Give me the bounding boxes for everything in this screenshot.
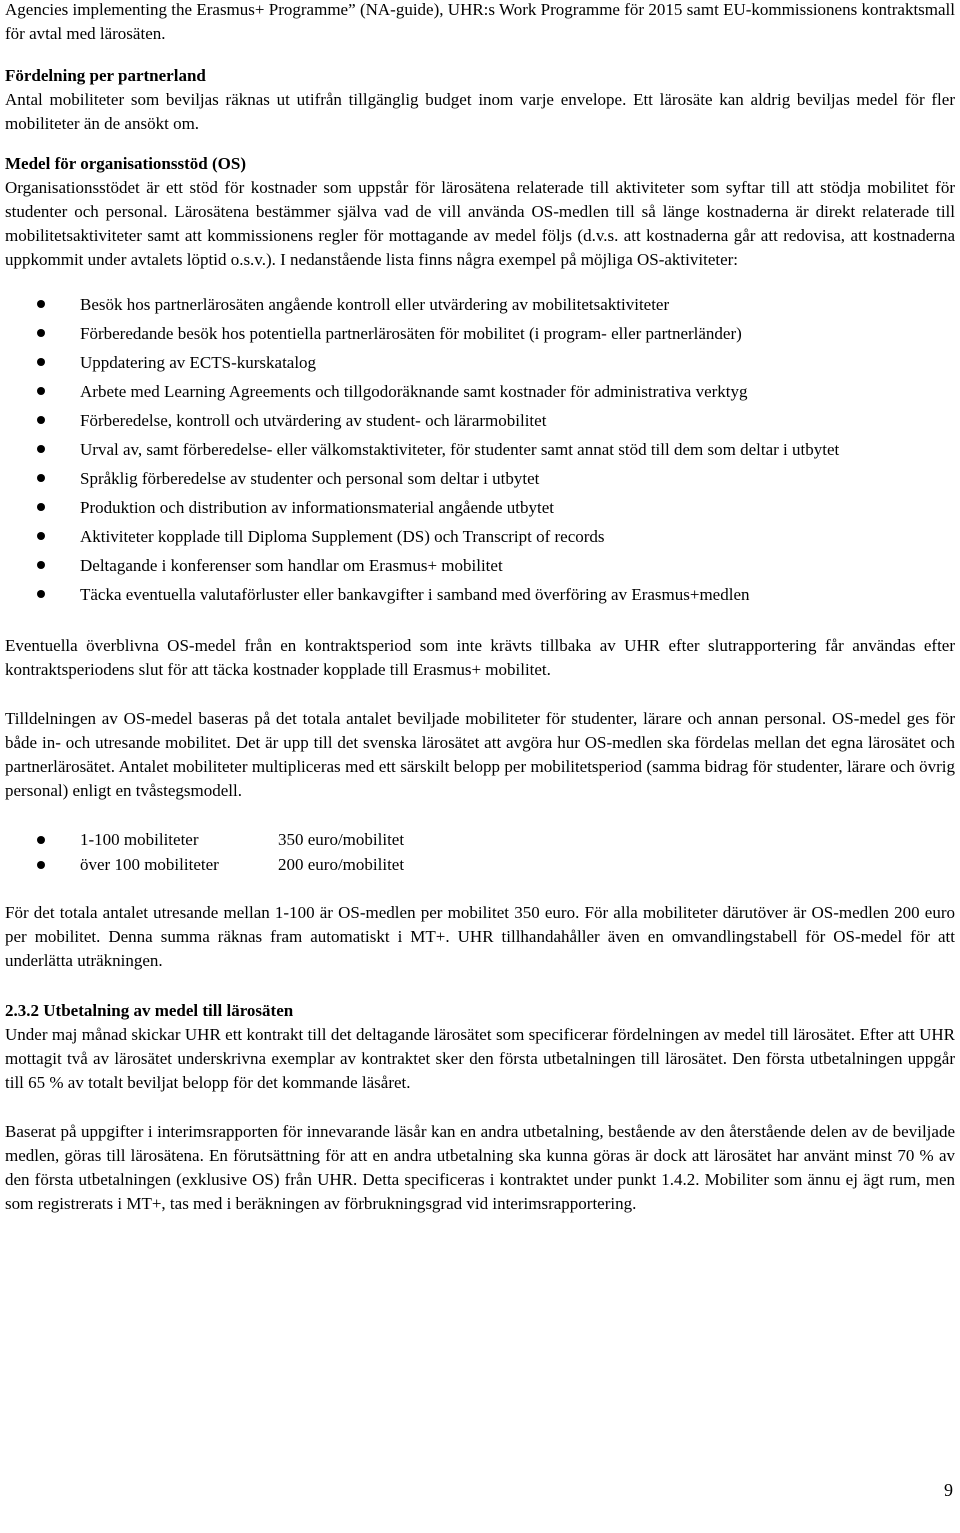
list-item: Uppdatering av ECTS-kurskatalog (5, 348, 955, 377)
list-item: Förberedande besök hos potentiella partnerlärosäten för mobilitet (i program- eller partnerländer) (5, 319, 955, 348)
page-number: 9 (944, 1480, 953, 1500)
intro-paragraph: Agencies implementing the Erasmus+ Programme” (NA-guide), UHR:s Work Programme för 2015 samt EU-kommissionens kontraktsmall för avtal med lärosäten. (5, 0, 955, 43)
bullet-icon (37, 300, 45, 308)
rate-list (5, 827, 955, 877)
fordelning-paragraph: Antal mobiliteter som beviljas räknas ut utifrån tillgänglig budget inom varje envelope. Ett lärosäte kan aldrig beviljas medel för fler mobiliteter än de ansökt om. (5, 90, 955, 133)
list-item: Språklig förberedelse av studenter och personal som deltar i utbytet (5, 464, 955, 493)
bullet-icon (37, 474, 45, 482)
heading-fordelning: Fördelning per partnerland (5, 66, 206, 85)
list-item: Täcka eventuella valutaförluster eller bankavgifter i samband med överföring av Erasmus+medlen (5, 580, 955, 609)
bullet-icon (37, 358, 45, 366)
bullet-icon (37, 590, 45, 598)
heading-organisationsstod: Medel för organisationsstöd (OS) (5, 154, 246, 173)
bullet-icon (37, 532, 45, 540)
list-item: Arbete med Learning Agreements och tillgodoräknande samt kostnader för administrativa verktyg (5, 377, 955, 406)
list-item: Deltagande i konferenser som handlar om Erasmus+ mobilitet (5, 551, 955, 580)
rate-label: över 100 mobiliteter (80, 855, 219, 874)
bullet-icon (37, 445, 45, 453)
list-item: Produktion och distribution av informationsmaterial angående utbytet (5, 493, 955, 522)
heading-utbetalning: 2.3.2 Utbetalning av medel till lärosäten (5, 1001, 294, 1020)
bullet-icon (37, 329, 45, 337)
list-item: Förberedelse, kontroll och utvärdering av student- och lärarmobilitet (5, 406, 955, 435)
bullet-icon (37, 861, 45, 869)
rate-label: 1-100 mobiliteter (80, 830, 199, 849)
bullet-icon (37, 561, 45, 569)
allocation-paragraph: Tilldelningen av OS-medel baseras på det totala antalet beviljade mobiliteter för studenter, lärare och annan personal. OS-medel ges för både in- och utresande mobilitet. Det är upp till det svenska lärosätet att avgöra hur OS-medlen ska fördelas mellan det egna lärosätet och partnerlärosätet. Antalet mobiliteter multipliceras med ett särskilt belopp per mobilitetsperiod (samma bidrag för studenter, lärare och övrig personal) enligt en tvåstegsmodell. (5, 709, 955, 800)
bullet-icon (37, 503, 45, 511)
bullet-icon (37, 387, 45, 395)
list-item: Besök hos partnerlärosäten angående kontroll eller utvärdering av mobilitetsaktiviteter (5, 290, 955, 319)
rate-row (5, 827, 955, 852)
rates-paragraph: För det totala antalet utresande mellan 1-100 är OS-medlen per mobilitet 350 euro. För alla mobiliteter därutöver är OS-medlen 200 euro per mobilitet. Denna summa räknas fram automatiskt i MT+. UHR tillhandahåller även en omvandlingstabell för OS-medel för att underlätta uträkningen. (5, 903, 955, 970)
rate-row (5, 852, 955, 877)
utbetalning-paragraph-2: Baserat på uppgifter i interimsrapporten för innevarande läsår kan en andra utbetalning, bestående av den återstående delen av de beviljade medlen, göras till lärosätena. En förutsättning för att en andra utbetalning ska kunna göras är dock att lärosätet har använt minst 70 % av den första utbetalningen (exklusive OS) från UHR. Detta specificeras i kontraktet under punkt 1.4.2. Mobiliter som ännu ej ägt rum, men som registrerats i MT+, tas med i beräkningen av förbrukningsgrad vid interimsrapportering. (5, 1122, 955, 1213)
os-paragraph: Organisationsstödet är ett stöd för kostnader som uppstår för lärosätena relaterade till aktiviteter som syftar till att stödja mobilitet för studenter och personal. Lärosätena bestämmer själva vad de vill använda OS-medlen till så länge kostnaderna är direkt relaterade till mobilitetsaktiviteter samt att kommissionens regler för mottagande av medel följs (d.v.s. att kostnaderna går att redovisa, att kostnaderna uppkommit under avtalets löptid o.s.v.). I nedanstående lista finns några exempel på möjliga OS-aktiviteter: (5, 178, 955, 269)
rate-amount: 350 euro/mobilitet (278, 830, 405, 849)
list-item: Aktiviteter kopplade till Diploma Supplement (DS) och Transcript of records (5, 522, 955, 551)
list-item: Urval av, samt förberedelse- eller välkomstaktiviteter, för studenter samt annat stöd till dem som deltar i utbytet (5, 435, 955, 464)
utbetalning-paragraph-1: Under maj månad skickar UHR ett kontrakt till det deltagande lärosätet som specificerar fördelningen av medel till lärosätet. Efter att UHR mottagit två av lärosätet underskrivna exemplar av kontraktet sker den första utbetalningen till lärosätet. Den första utbetalningen uppgår till 65 % av totalt beviljat belopp för det kommande läsåret. (5, 1025, 955, 1092)
os-activity-list (5, 290, 955, 609)
rate-amount: 200 euro/mobilitet (278, 855, 405, 874)
bullet-icon (37, 416, 45, 424)
remainder-paragraph: Eventuella överblivna OS-medel från en kontraktsperiod som inte krävts tillbaka av UHR efter slutrapportering får användas efter kontraktsperiodens slut för att täcka kostnader kopplade till Erasmus+ mobilitet. (5, 636, 955, 679)
bullet-icon (37, 836, 45, 844)
document-page (5, 0, 955, 1216)
